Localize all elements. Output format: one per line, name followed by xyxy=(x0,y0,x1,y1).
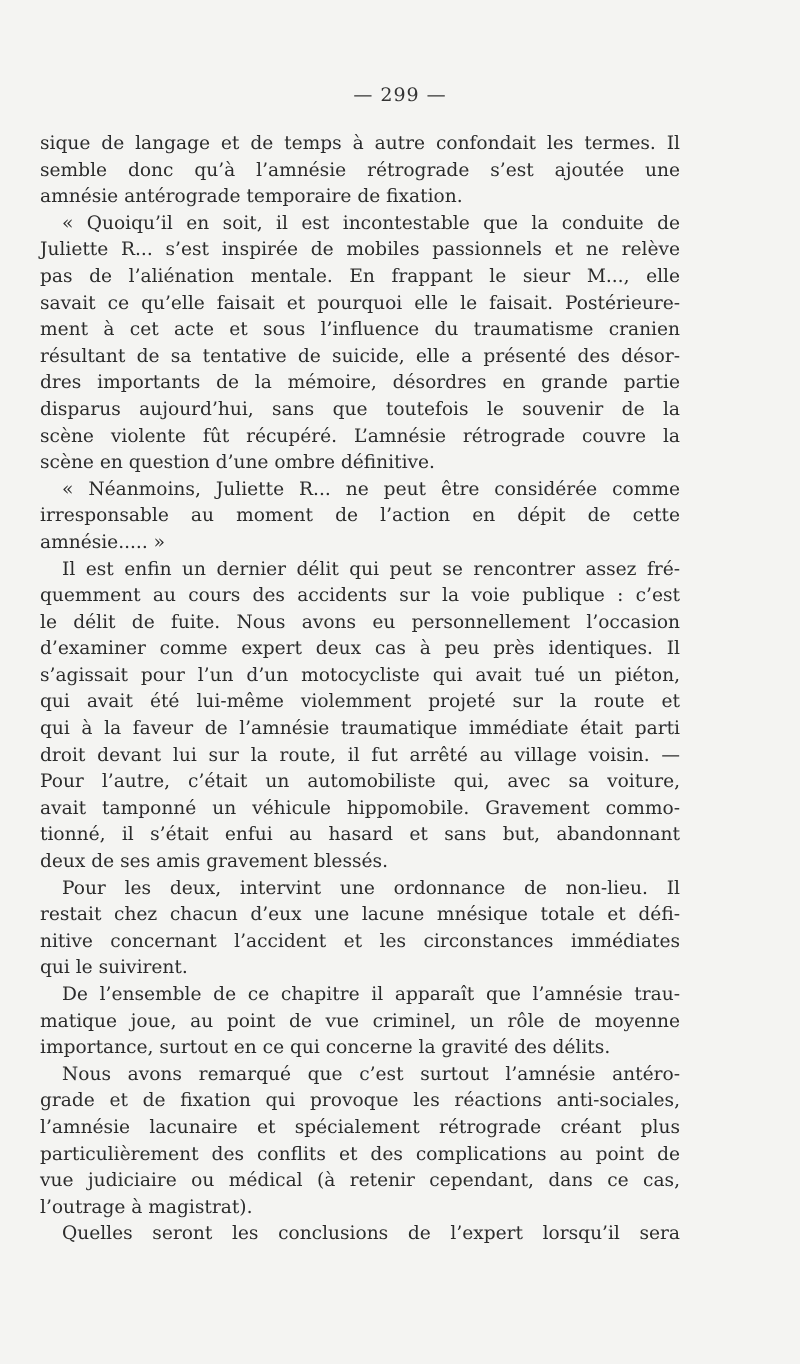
text-line: l’outrage à magistrat). xyxy=(40,1196,253,1218)
text-line: Juliette R... s’est inspirée de mobiles passionnels et ne relève xyxy=(40,239,680,261)
text-line: qui avait été lui-même violemment projeté sur la route et xyxy=(40,691,680,713)
text-line: amnésie antérograde temporaire de fixation. xyxy=(40,186,463,208)
text-line: deux de ses amis gravement blessés. xyxy=(40,851,388,873)
text-line: matique joue, au point de vue criminel, un rôle de moyenne xyxy=(40,1010,680,1032)
text-line: pas de l’aliénation mentale. En frappant le sieur M..., elle xyxy=(40,265,680,287)
body-text xyxy=(40,131,680,1248)
text-line: qui à la faveur de l’amnésie traumatique immédiate était parti xyxy=(40,718,680,740)
text-line: qui le suivirent. xyxy=(40,957,188,979)
text-line: quemment au cours des accidents sur la voie publique : c’est xyxy=(40,585,680,607)
text-line: « Néanmoins, Juliette R... ne peut être considérée comme xyxy=(62,478,680,500)
text-line: De l’ensemble de ce chapitre il apparaît que l’amnésie trau- xyxy=(62,984,680,1005)
page-number: — 299 — xyxy=(353,84,447,106)
text-line: droit devant lui sur la route, il fut arrêté au village voisin. — xyxy=(40,744,680,766)
text-line: irresponsable au moment de l’action en dépit de cette xyxy=(40,505,680,527)
text-line: disparus aujourd’hui, sans que toutefois le souvenir de la xyxy=(40,398,680,420)
text-line: savait ce qu’elle faisait et pourquoi elle le faisait. Postérieure- xyxy=(40,292,680,314)
text-line: semble donc qu’à l’amnésie rétrograde s’est ajoutée une xyxy=(40,159,680,181)
text-line: Nous avons remarqué que c’est surtout l’amnésie antéro- xyxy=(62,1063,680,1085)
text-line: d’examiner comme expert deux cas à peu près identiques. Il xyxy=(40,638,680,660)
text-line: Il est enfin un dernier délit qui peut se rencontrer assez fré- xyxy=(62,558,680,580)
text-line: l’amnésie lacunaire et spécialement rétrograde créant plus xyxy=(40,1116,680,1138)
text-line: particulièrement des conflits et des complications au point de xyxy=(40,1143,680,1165)
text-line: Pour les deux, intervint une ordonnance de non-lieu. Il xyxy=(62,877,680,899)
text-line: tionné, il s’était enfui au hasard et sans but, abandonnant xyxy=(40,824,680,846)
text-line: dres importants de la mémoire, désordres en grande partie xyxy=(40,372,680,394)
text-line: « Quoiqu’il en soit, il est incontestable que la conduite de xyxy=(62,212,680,234)
text-line: restait chez chacun d’eux une lacune mnésique totale et défi- xyxy=(40,904,680,926)
text-line: vue judiciaire ou médical (à retenir cependant, dans ce cas, xyxy=(40,1170,680,1192)
text-line: scène en question d’une ombre définitive. xyxy=(40,452,435,474)
text-line: nitive concernant l’accident et les circonstances immédiates xyxy=(40,930,680,952)
text-line: importance, surtout en ce qui concerne la gravité des délits. xyxy=(40,1037,611,1059)
text-line: Quelles seront les conclusions de l’expert lorsqu’il sera xyxy=(62,1223,680,1245)
text-line: ment à cet acte et sous l’influence du traumatisme cranien xyxy=(40,319,680,341)
text-line: s’agissait pour l’un d’un motocycliste qui avait tué un piéton, xyxy=(40,664,680,686)
text-line: le délit de fuite. Nous avons eu personnellement l’occasion xyxy=(40,611,680,633)
text-line: sique de langage et de temps à autre confondait les termes. Il xyxy=(40,133,680,154)
text-line: grade et de fixation qui provoque les réactions anti-sociales, xyxy=(40,1090,680,1112)
text-line: amnésie..... » xyxy=(40,531,166,553)
text-line: Pour l’autre, c’était un automobiliste qui, avec sa voiture, xyxy=(40,771,680,793)
text-line: scène violente fût récupéré. L’amnésie rétrograde couvre la xyxy=(40,425,680,447)
text-line: avait tamponné un véhicule hippomobile. Gravement commo- xyxy=(40,797,680,819)
text-line: résultant de sa tentative de suicide, elle a présenté des désor- xyxy=(40,345,680,367)
